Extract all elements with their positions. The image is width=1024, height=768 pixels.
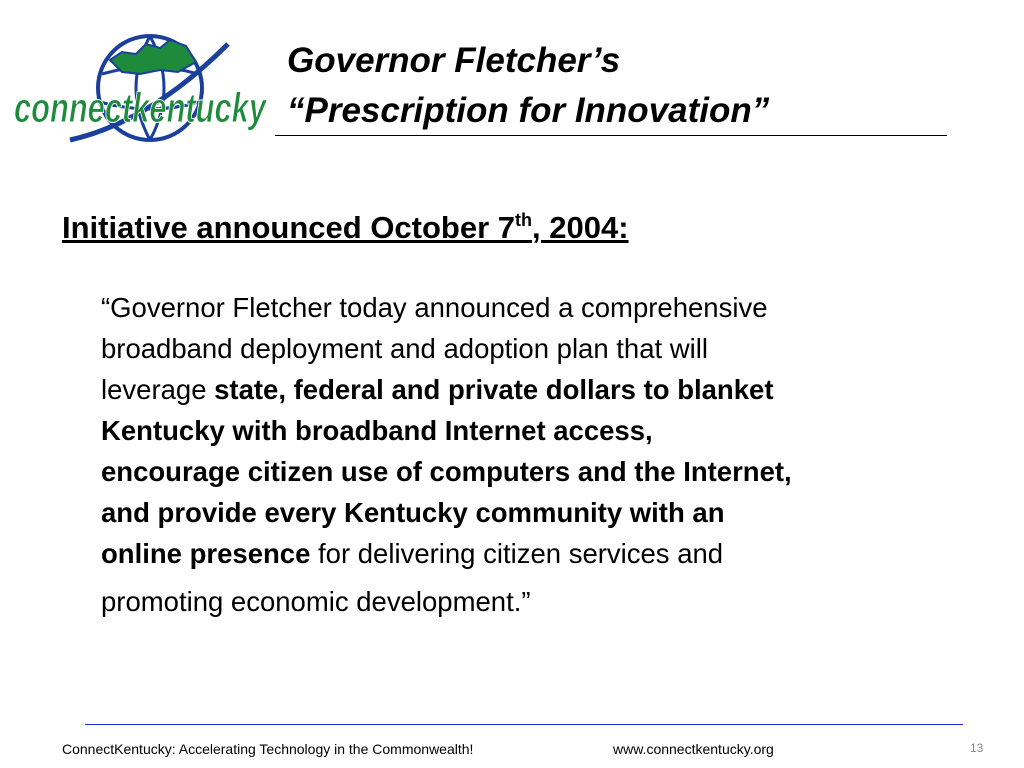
logo-wordmark: connectkentucky (14, 84, 268, 131)
quote-line-7-regular: for delivering citizen services and (310, 538, 724, 569)
heading-text: Initiative announced October 7 (62, 210, 516, 245)
quote-block (101, 287, 981, 622)
logo-graphic (10, 22, 272, 162)
initiative-heading (62, 206, 629, 250)
footer-url-link[interactable]: www.connectkentucky.org (613, 741, 774, 757)
quote-line-8: promoting economic development.” (101, 586, 531, 617)
quote-line-1: “Governor Fletcher today announced a comprehensive (101, 292, 768, 323)
heading-date-year: , 2004: (532, 210, 629, 245)
quote-line-5 (101, 451, 981, 492)
footer-tagline: ConnectKentucky: Accelerating Technology in the Commonwealth! (62, 741, 474, 757)
title-divider (275, 135, 947, 136)
quote-line-7 (101, 533, 981, 574)
quote-line-6 (101, 492, 981, 533)
quote-line-2: broadband deployment and adoption plan that will (101, 333, 708, 364)
quote-line-6-bold: and provide every Kentucky community with an (101, 497, 725, 528)
quote-line-4 (101, 410, 981, 451)
title-line-2: “Prescription for Innovation” (287, 91, 770, 130)
page-number: 13 (970, 741, 984, 755)
quote-line-7-bold: online presence (101, 538, 311, 569)
title-line-1: Governor Fletcher’s (287, 41, 621, 80)
heading-superscript: th (515, 210, 533, 230)
quote-line-3-bold: state, federal and private dollars to blanket (214, 374, 774, 405)
connectkentucky-logo (10, 22, 272, 162)
quote-line-5-bold: encourage citizen use of computers and the Internet, (101, 456, 792, 487)
slide-title (287, 36, 947, 136)
quote-line-4-bold: Kentucky with broadband Internet access, (101, 415, 653, 446)
footer-divider (85, 724, 963, 725)
quote-line-3-regular: leverage (101, 374, 215, 405)
quote-line-3 (101, 369, 981, 410)
